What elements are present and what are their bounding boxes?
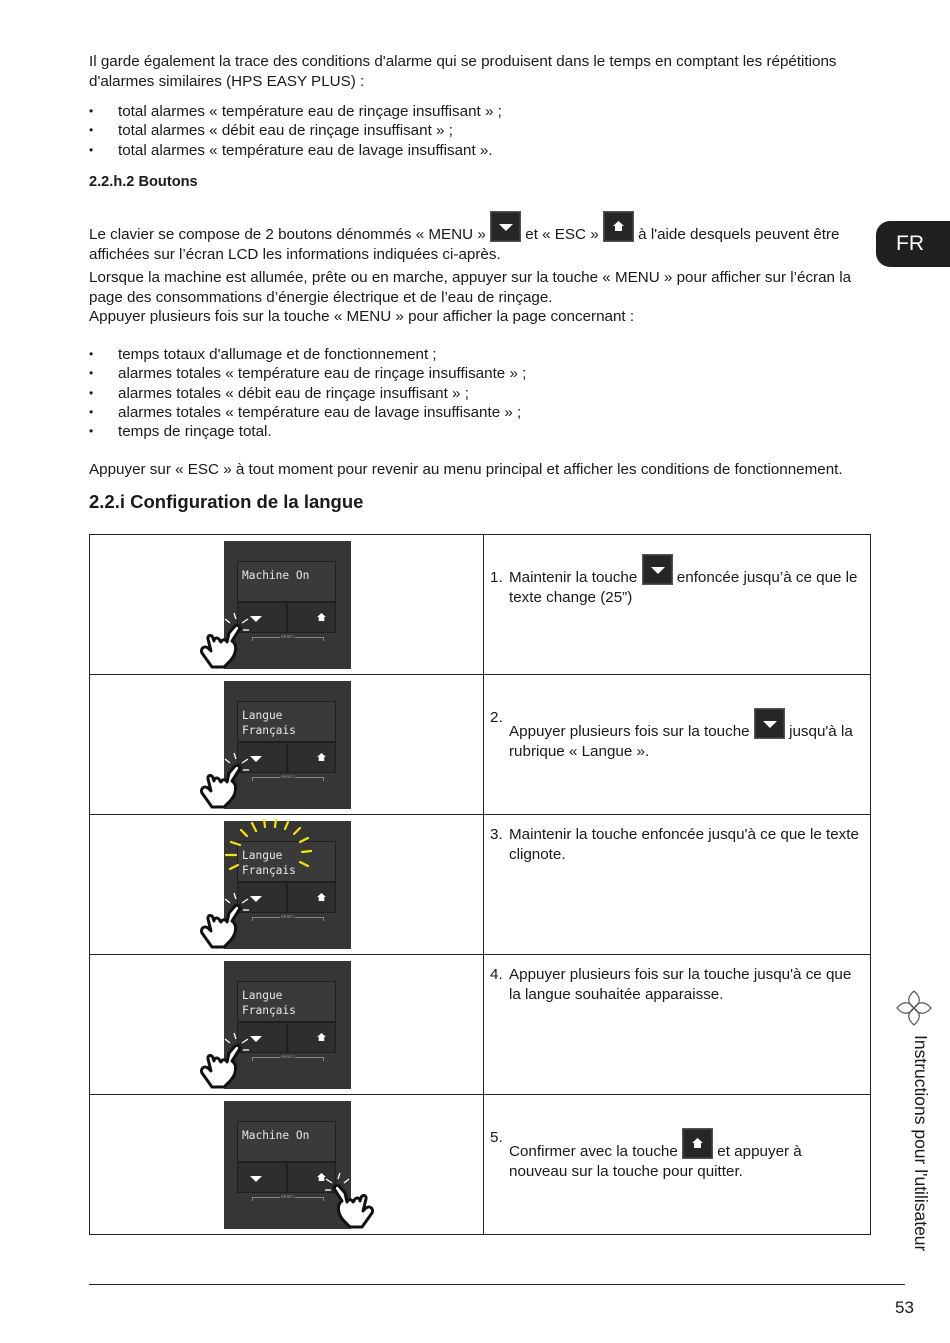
reset-label: RESET — [281, 1054, 295, 1059]
step-text: Appuyer plusieurs fois sur la touche jusqu'à ce que la langue souhaitée apparaisse. — [509, 966, 852, 1003]
buttons-paragraph-4: Appuyer sur « ESC » à tout moment pour revenir au menu principal et afficher les conditions de fonctionnement. — [89, 461, 843, 478]
table-row — [90, 1095, 871, 1235]
step-1 — [490, 568, 860, 607]
side-title: Instructions pour l'utilisateur — [911, 1035, 931, 1252]
language-steps-table — [89, 534, 871, 1235]
menu-key — [237, 1162, 287, 1193]
list-item: • alarmes totales « débit eau de rinçage insuffisant » ; — [89, 384, 526, 403]
list-item: • alarmes totales « température eau de rinçage insuffisante » ; — [89, 364, 526, 383]
alarm-list — [89, 102, 502, 160]
step-text-cell — [484, 955, 871, 1095]
step-image-cell — [90, 535, 484, 675]
pointing-hand-icon — [198, 891, 262, 949]
reset-marker — [252, 774, 324, 781]
table-row — [90, 955, 871, 1095]
list-item: • total alarmes « température eau de rinçage insuffisant » ; — [89, 102, 502, 121]
list-item: • temps totaux d'allumage et de fonctionnement ; — [89, 345, 526, 364]
reset-label: RESET — [281, 1194, 295, 1199]
step-text-cell — [484, 815, 871, 955]
step-number: 2. — [490, 709, 503, 726]
reset-label: RESET — [281, 774, 295, 779]
reset-label: RESET — [281, 634, 295, 639]
buttons-paragraph-3: Appuyer plusieurs fois sur la touche « MENU » pour afficher la page concernant : — [89, 308, 635, 325]
text-span: et « ESC » — [525, 226, 599, 243]
step-image-cell — [90, 815, 484, 955]
step-image-cell — [90, 1095, 484, 1235]
step-text-cell — [484, 675, 871, 815]
pointing-hand-icon — [198, 1031, 262, 1089]
list-item: • total alarmes « débit eau de rinçage insuffisant » ; — [89, 121, 502, 140]
buttons-paragraph-1 — [89, 211, 879, 264]
step-number: 3. — [490, 826, 503, 843]
step-image-cell — [90, 675, 484, 815]
language-heading: 2.2.i Configuration de la langue — [89, 491, 364, 512]
step-text: jusqu'à la rubrique « Langue ». — [509, 723, 853, 760]
table-row — [90, 675, 871, 815]
step-3 — [490, 825, 860, 864]
pointing-hand-icon — [198, 611, 262, 669]
intro-paragraph: Il garde également la trace des conditions d'alarme qui se produisent dans le temps en comptant les répétitions d'alarmes similaires (HPS EASY PLUS) : — [89, 53, 837, 90]
step-2 — [490, 708, 860, 761]
pointing-hand-icon — [312, 1171, 376, 1229]
home-key — [287, 742, 337, 773]
reset-marker — [252, 634, 324, 641]
step-number: 5. — [490, 1129, 503, 1146]
step-text: enfoncée jusqu’à ce que le texte change (25”) — [509, 569, 858, 606]
home-key — [287, 1022, 337, 1053]
reset-marker — [252, 1054, 324, 1061]
table-row — [90, 815, 871, 955]
list-item: • temps de rinçage total. — [89, 422, 526, 441]
home-key — [287, 602, 337, 633]
step-5 — [490, 1128, 860, 1181]
reset-label: RESET — [281, 914, 295, 919]
table-row — [90, 535, 871, 675]
step-text-cell — [484, 1095, 871, 1235]
menu-key-icon — [490, 211, 521, 242]
lcd-display: Langue Français — [237, 701, 336, 742]
step-image-cell — [90, 955, 484, 1095]
menu-pages-list — [89, 345, 526, 441]
text-span: à l'aide desquels peuvent être affichées sur l’écran LCD les informations indiquées ci-après. — [89, 226, 840, 263]
step-number: 1. — [490, 569, 503, 586]
lcd-display: Langue Français — [237, 841, 336, 882]
page-number: 53 — [895, 1298, 914, 1317]
step-text: Confirmer avec la touche — [509, 1143, 678, 1160]
step-text: Maintenir la touche — [509, 569, 638, 586]
list-item: • total alarmes « température eau de lavage insuffisant ». — [89, 141, 502, 160]
pointing-hand-icon — [198, 751, 262, 809]
step-4 — [490, 965, 860, 1004]
step-number: 4. — [490, 966, 503, 983]
lcd-display: Machine On — [237, 561, 336, 602]
text-span: Le clavier se compose de 2 boutons dénommés « MENU » — [89, 226, 486, 243]
home-key-icon — [603, 211, 634, 242]
menu-key-icon — [642, 554, 673, 585]
buttons-paragraph-2: Lorsque la machine est allumée, prête ou en marche, appuyer sur la touche « MENU » pour afficher sur l’écran la page des consommations d’énergie électrique et de l’eau de rinçage. — [89, 269, 852, 306]
step-text: et appuyer à nouveau sur la touche pour quitter. — [509, 1143, 802, 1180]
step-text: Appuyer plusieurs fois sur la touche — [509, 723, 750, 740]
brand-logo-icon — [894, 988, 934, 1028]
buttons-heading: 2.2.h.2 Boutons — [89, 174, 198, 190]
step-text-cell — [484, 535, 871, 675]
blink-rays-icon — [218, 819, 328, 889]
footer-divider — [89, 1284, 905, 1285]
list-item: • alarmes totales « température eau de lavage insuffisante » ; — [89, 403, 526, 422]
language-tab: FR — [876, 221, 950, 267]
lcd-display: Langue Français — [237, 981, 336, 1022]
reset-marker — [252, 914, 324, 921]
home-key-icon — [682, 1128, 713, 1159]
lcd-display: Machine On — [237, 1121, 336, 1162]
menu-key-icon — [754, 708, 785, 739]
step-text: Maintenir la touche enfoncée jusqu'à ce que le texte clignote. — [509, 826, 859, 863]
